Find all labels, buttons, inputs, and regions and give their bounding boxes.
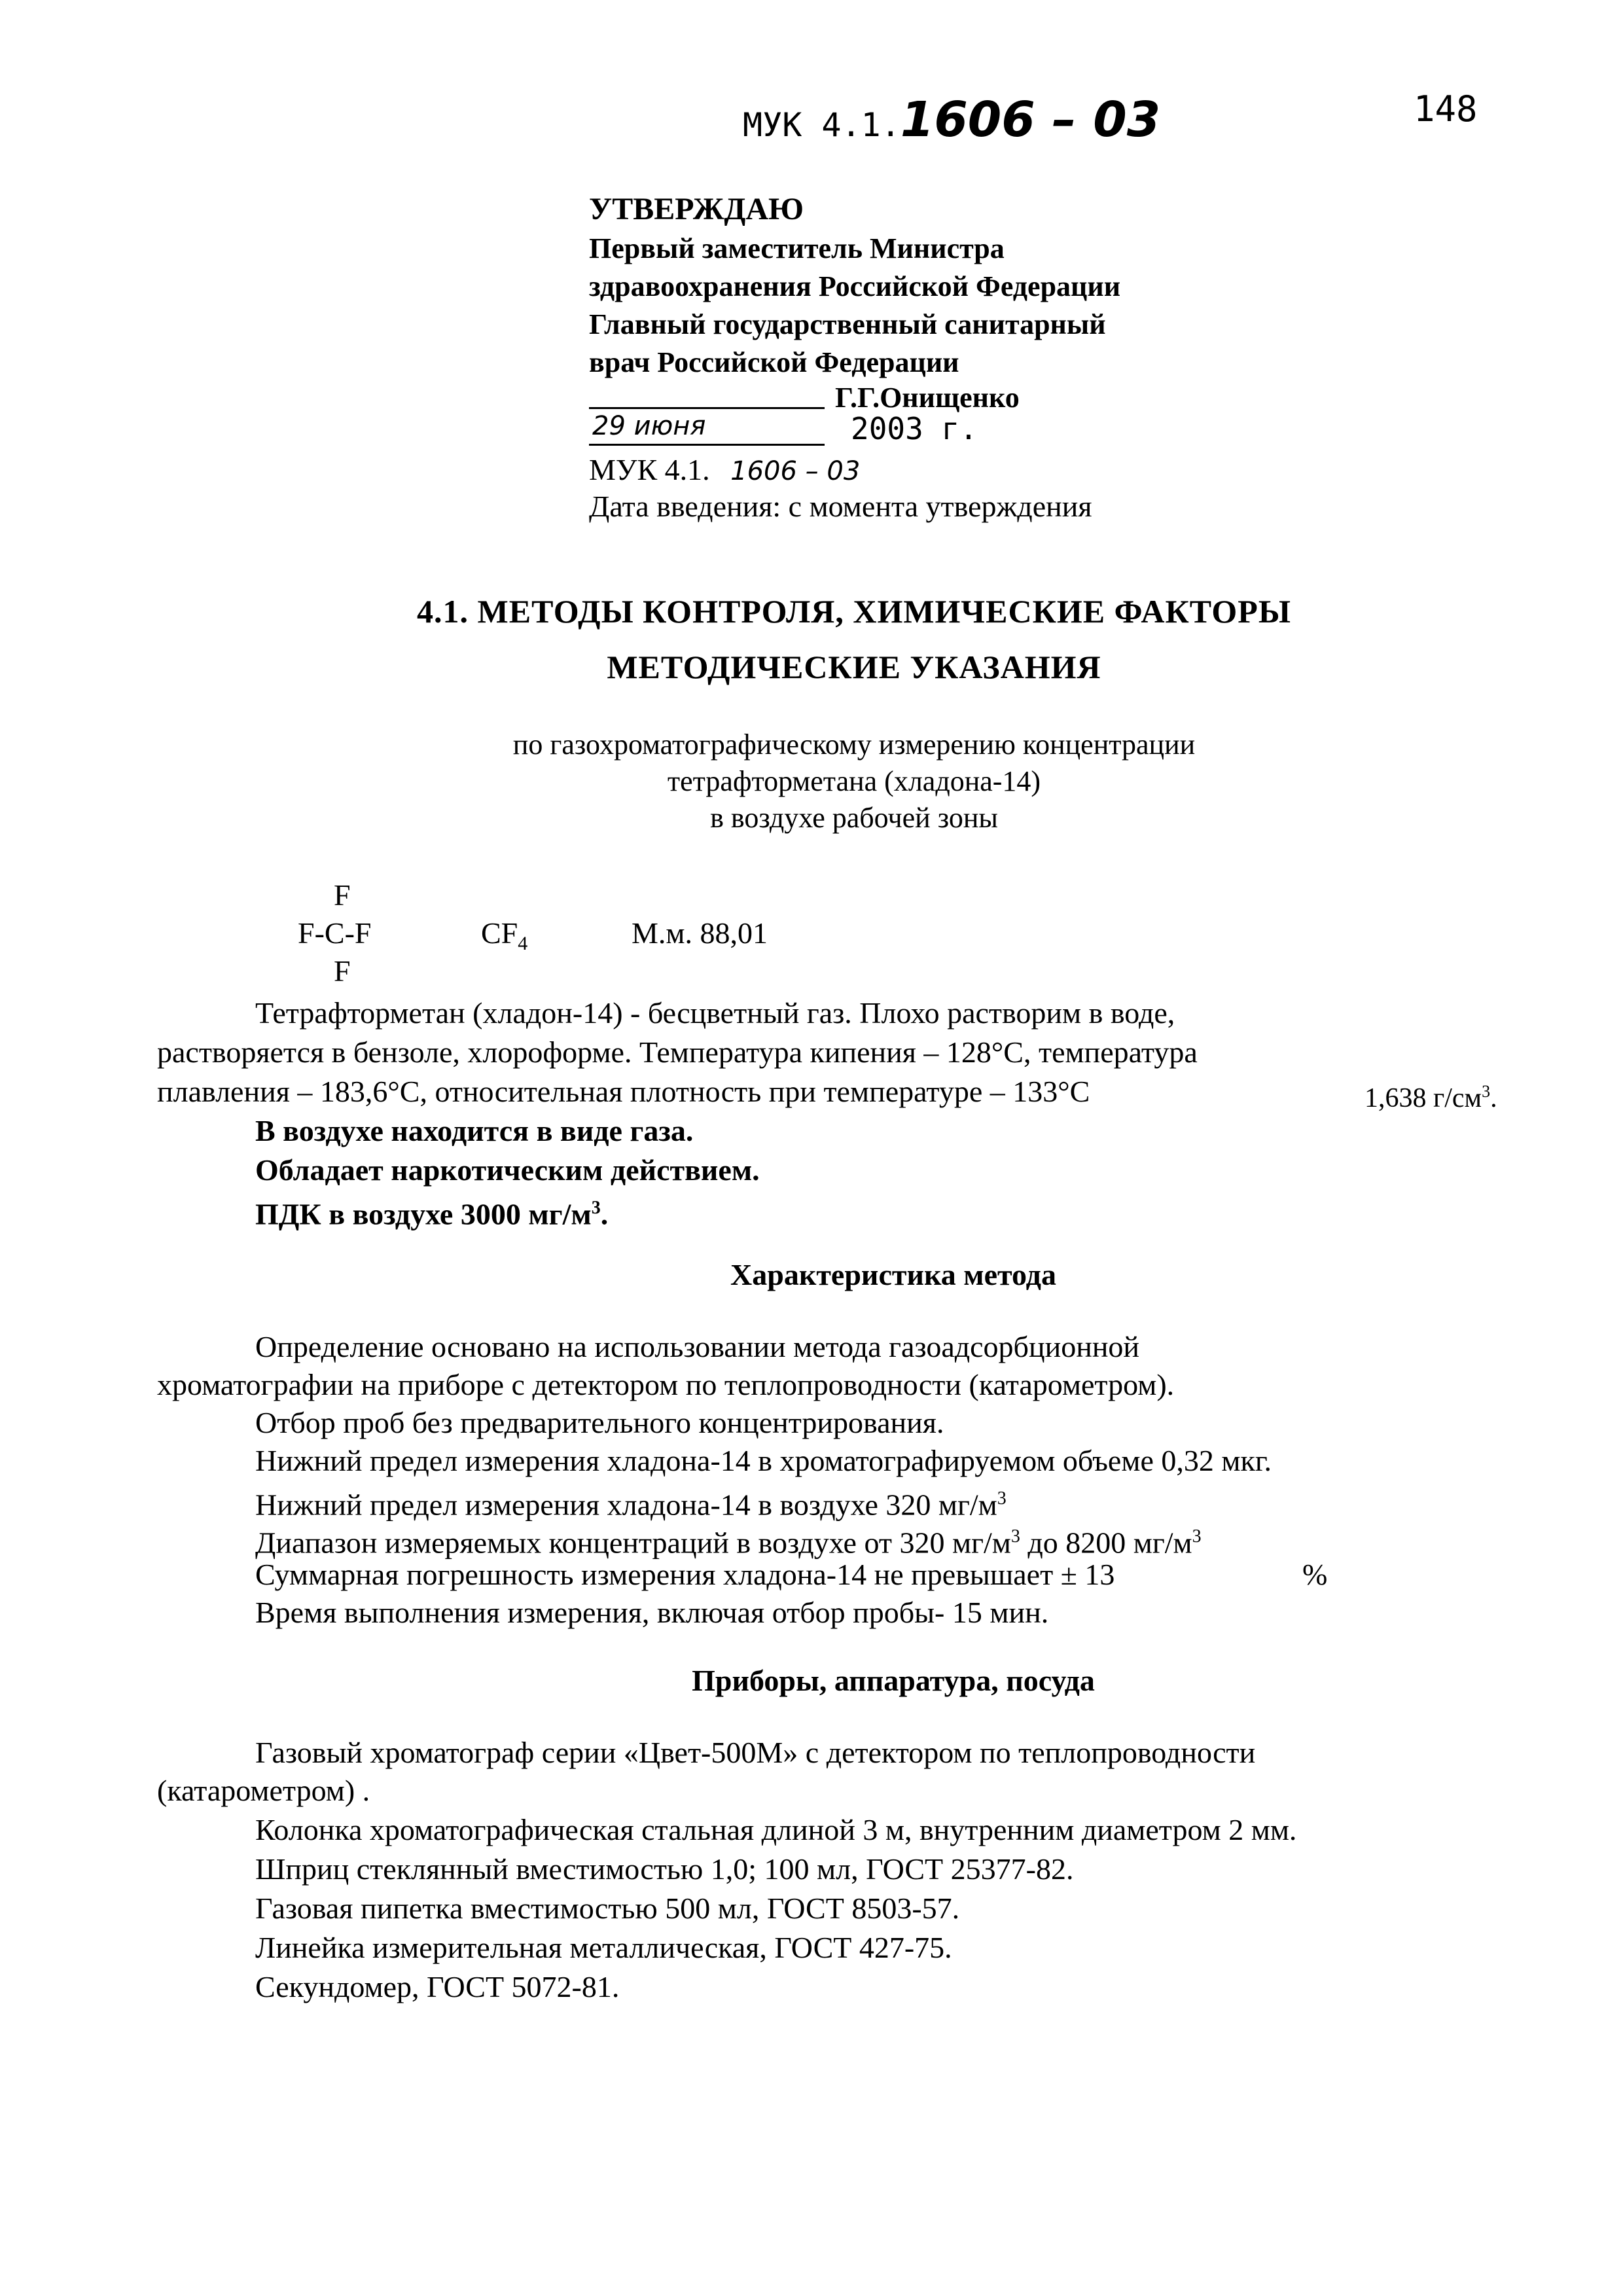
method-line-5	[255, 1480, 1007, 1523]
density-unit-sup: 3	[1482, 1082, 1491, 1101]
equipment-line-1: Газовый хроматограф серии «Цвет-500М» с детектором по теплопроводности	[255, 1736, 1256, 1769]
equipment-heading: Приборы, аппаратура, посуда	[692, 1664, 1095, 1697]
mac-sup: 3	[591, 1198, 601, 1218]
approval-year: 2003 г.	[851, 411, 978, 446]
subtitle-line-2: тетрафторметана (хладона-14)	[667, 765, 1041, 797]
page-number: 148	[1414, 88, 1478, 130]
approval-line-3: Главный государственный санитарный	[589, 308, 1106, 340]
mac-end: .	[600, 1197, 609, 1231]
mac-value	[255, 1190, 608, 1232]
method-line-6-sup2: 3	[1192, 1526, 1202, 1547]
muk-handwritten: 1606 – 03	[730, 456, 861, 486]
mac-text: ПДК в воздухе 3000 мг/м	[255, 1197, 592, 1231]
approval-line-1: Первый заместитель Министра	[589, 232, 1005, 264]
document-type: МЕТОДИЧЕСКИЕ УКАЗАНИЯ	[607, 649, 1101, 685]
approval-line-4: врач Российской Федерации	[589, 346, 959, 378]
method-line-6-sup1: 3	[1010, 1526, 1020, 1547]
molecular-formula-sub: 4	[518, 933, 528, 955]
method-line-6	[255, 1518, 1202, 1561]
density-end: .	[1490, 1083, 1497, 1113]
method-line-5-text: Нижний предел измерения хладона-14 в воздухе 320 мг/м	[255, 1488, 997, 1522]
method-line-1: Определение основано на использовании метода газоадсорбционной	[255, 1330, 1140, 1363]
doc-code	[743, 92, 1160, 148]
method-line-6-a: Диапазон измеряемых концентраций в воздухе от 320 мг/м	[255, 1526, 1011, 1560]
method-heading: Характеристика метода	[730, 1258, 1056, 1291]
formula-chain: F-C-F	[298, 916, 372, 950]
doc-code-prefix: МУК 4.1.	[743, 106, 901, 144]
method-line-5-sup: 3	[997, 1488, 1007, 1509]
method-line-7: Суммарная погрешность измерения хладона-14 не превышает ± 13	[255, 1558, 1115, 1591]
molar-mass: М.м. 88,01	[632, 916, 768, 950]
subtitle-line-1: по газохроматографическому измерению концентрации	[512, 728, 1196, 761]
density-value	[1364, 1073, 1497, 1117]
description-line-1: Тетрафторметан (хладон-14) - бесцветный газ. Плохо растворим в воде,	[255, 996, 1175, 1030]
equipment-line-6: Линейка измерительная металлическая, ГОСТ 427-75.	[255, 1931, 952, 1964]
equipment-line-2: (катарометром) .	[157, 1774, 370, 1807]
equipment-line-4: Шприц стеклянный вместимостью 1,0; 100 мл, ГОСТ 25377-82.	[255, 1852, 1074, 1886]
molecular-formula	[481, 915, 527, 962]
method-line-2: хроматографии на приборе с детектором по теплопроводности (катарометром).	[157, 1368, 1175, 1401]
muk-label: МУК 4.1.	[589, 453, 710, 486]
document-title: 4.1. МЕТОДЫ КОНТРОЛЯ, ХИМИЧЕСКИЕ ФАКТОРЫ	[417, 593, 1291, 630]
approval-line-2: здравоохранения Российской Федерации	[589, 270, 1121, 302]
approval-heading: УТВЕРЖДАЮ	[589, 192, 804, 226]
signatory-name: Г.Г.Онищенко	[835, 382, 1020, 414]
effective-date: Дата введения: с момента утверждения	[589, 490, 1092, 523]
description-line-2: растворяется в бензоле, хлороформе. Температура кипения – 128°С, температура	[157, 1035, 1198, 1069]
method-line-8: Время выполнения измерения, включая отбор пробы- 15 мин.	[255, 1596, 1049, 1629]
doc-code-handwritten: 1606 – 03	[900, 92, 1161, 148]
approval-date-handwritten: 29 июня	[592, 411, 706, 441]
effect: Обладает наркотическим действием.	[255, 1153, 760, 1187]
equipment-line-7: Секундомер, ГОСТ 5072-81.	[255, 1970, 620, 2003]
molecular-formula-base: CF	[481, 916, 518, 950]
method-line-3: Отбор проб без предварительного концентрирования.	[255, 1406, 944, 1439]
description-line-3: плавления – 183,6°С, относительная плотность при температуре – 133°С	[157, 1075, 1090, 1108]
formula-top-atom: F	[334, 878, 351, 912]
equipment-line-3: Колонка хроматографическая стальная длиной 3 м, внутренним диаметром 2 мм.	[255, 1813, 1297, 1846]
muk-number	[589, 452, 860, 490]
formula-bottom-atom: F	[334, 954, 351, 988]
date-line	[589, 444, 825, 446]
subtitle-line-3: в воздухе рабочей зоны	[710, 802, 998, 834]
signature-line	[589, 407, 825, 409]
method-line-7-unit: %	[1302, 1558, 1328, 1591]
density-number: 1,638 г/см	[1364, 1083, 1482, 1113]
equipment-line-5: Газовая пипетка вместимостью 500 мл, ГОСТ 8503-57.	[255, 1892, 960, 1925]
method-line-6-b: до 8200 мг/м	[1020, 1526, 1192, 1560]
method-line-4: Нижний предел измерения хладона-14 в хроматографируемом объеме 0,32 мкг.	[255, 1444, 1272, 1477]
air-state: В воздухе находится в виде газа.	[255, 1114, 694, 1147]
